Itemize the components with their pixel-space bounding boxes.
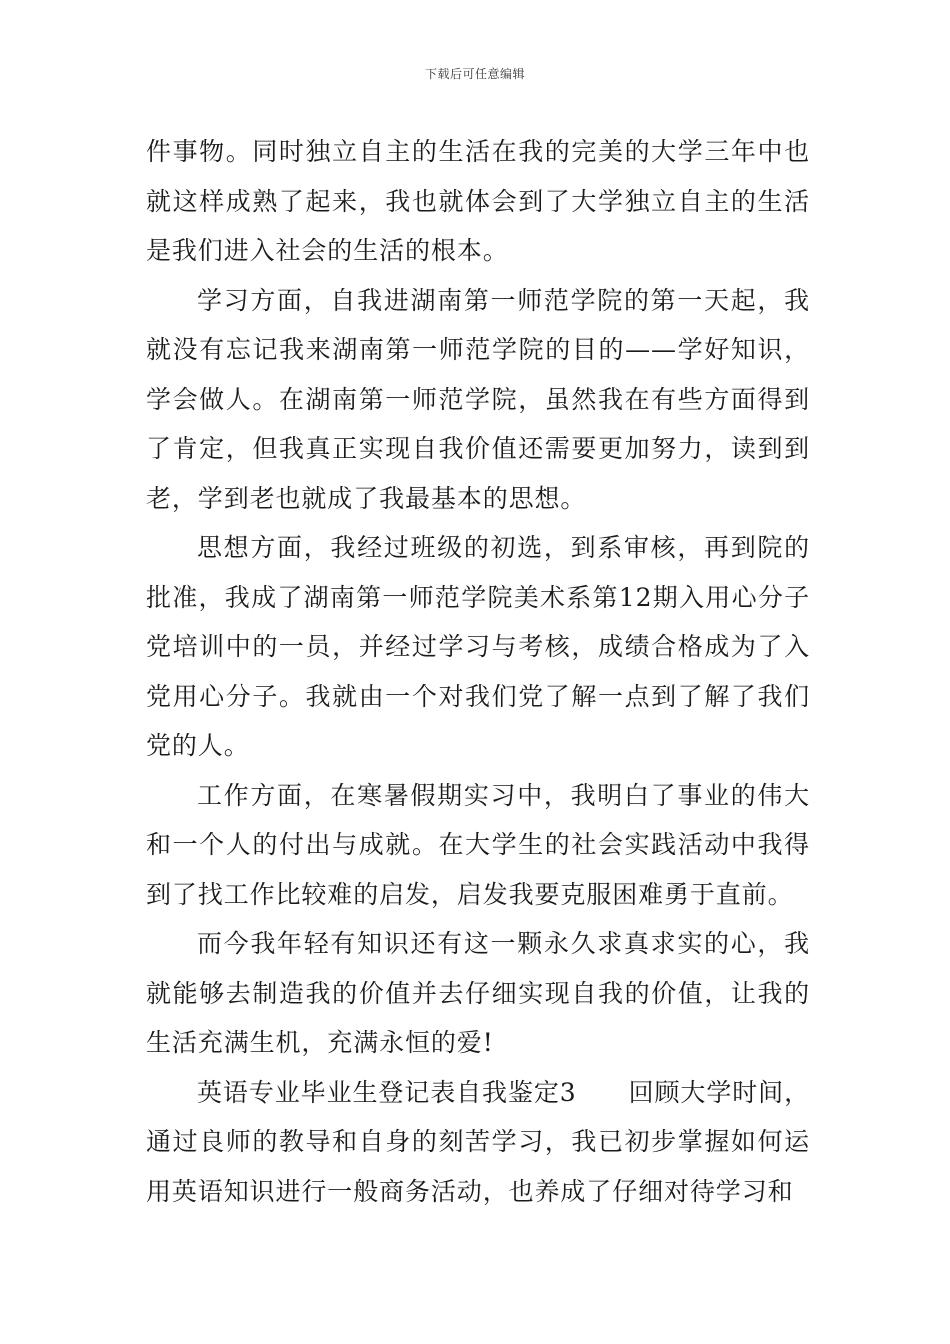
paragraph-continuation: 件事物。同时独立自主的生活在我的完美的大学三年中也就这样成熟了起来，我也就体会到了大学独立自主的生活是我们进入社会的生活的根本。 [146, 137, 810, 265]
section-heading: 英语专业毕业生登记表自我鉴定3 [197, 1077, 577, 1107]
page-header: 下载后可任意编辑 [424, 67, 525, 81]
paragraph-work: 工作方面，在寒暑假期实习中，我明白了事业的伟大和一个人的付出与成就。在大学生的社会实践活动中我得到了找工作比较难的启发，启发我要克服困难勇于直前。 [146, 780, 810, 909]
section-body: 回顾大学时间，通过良师的教导和自身的刻苦学习，我已初步掌握如何运用英语知识进行一般商务活动，也养成了仔细对待学习和 [146, 1077, 810, 1206]
document-body [146, 127, 810, 1216]
paragraph-conclusion: 而今我年轻有知识还有这一颗永久求真求实的心，我就能够去制造我的价值并去仔细实现自我的价值，让我的生活充满生机，充满永恒的爱! [146, 929, 810, 1057]
paragraph-section-3 [146, 1068, 810, 1217]
paragraph-study: 学习方面，自我进湖南第一师范学院的第一天起，我就没有忘记我来湖南第一师范学院的目的——学好知识，学会做人。在湖南第一师范学院，虽然我在有些方面得到了肯定，但我真正实现自我价值还需要更加努力，读到到老，学到老也就成了我最基本的思想。 [146, 285, 810, 513]
paragraph-thought: 思想方面，我经过班级的初选，到系审核，再到院的批准，我成了湖南第一师范学院美术系第12期入用心分子党培训中的一员，并经过学习与考核，成绩合格成为了入党用心分子。我就由一个对我们党了解一点到了解了我们党的人。 [146, 533, 810, 760]
